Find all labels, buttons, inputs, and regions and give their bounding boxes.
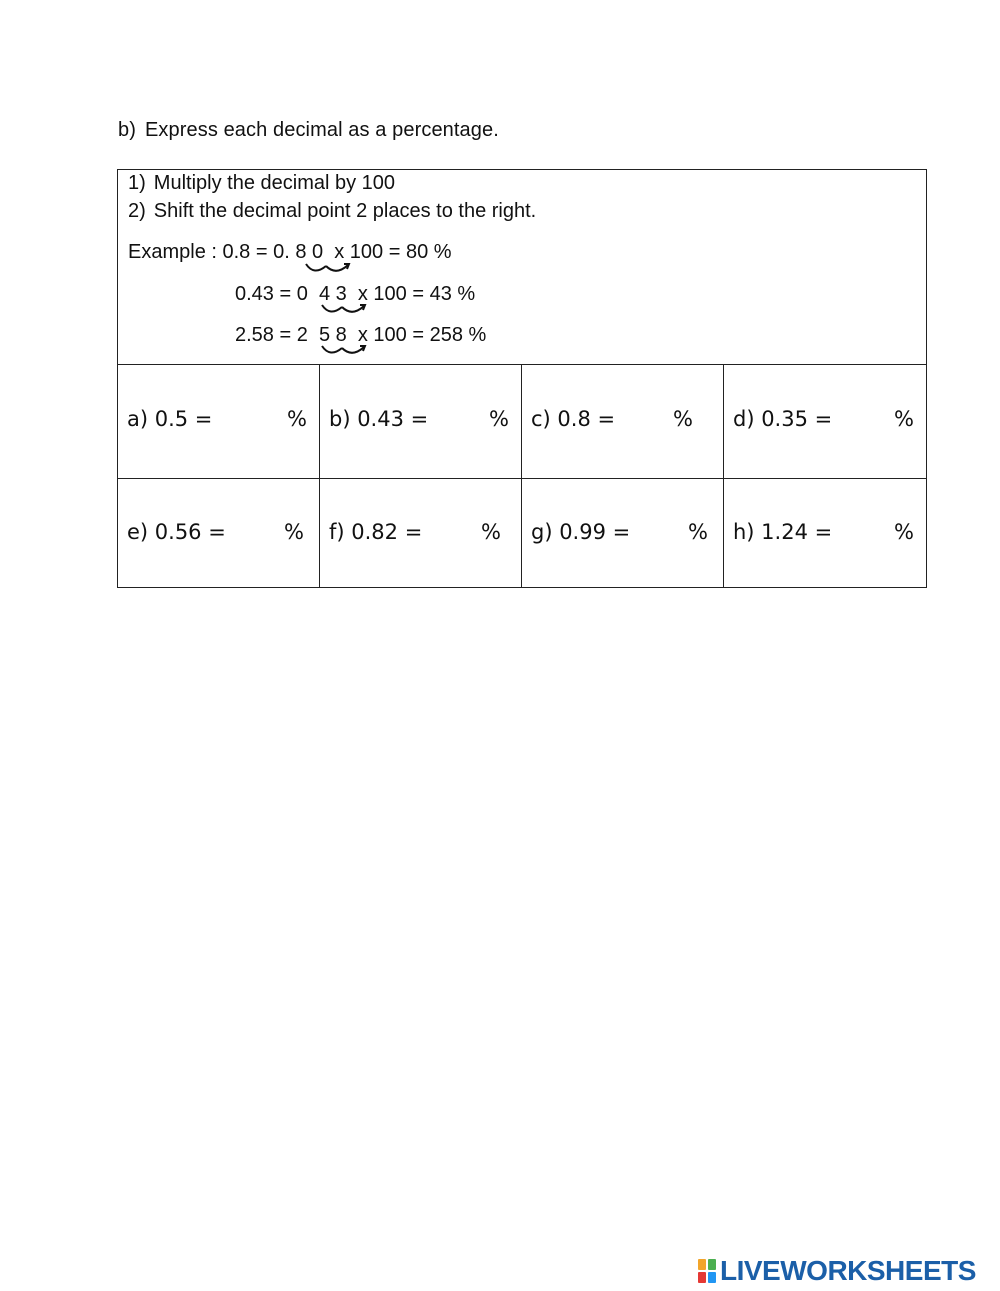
section-label: b) <box>118 119 136 141</box>
example-lhs: 2.58 = <box>235 324 297 346</box>
question-cell[interactable] <box>724 479 926 588</box>
question-label: a) 0.5 = <box>127 407 213 431</box>
worksheet-box <box>117 169 927 588</box>
logo-block <box>708 1259 716 1270</box>
decimal-shift-arrow-icon <box>304 262 356 276</box>
question-label: d) 0.35 = <box>733 407 833 431</box>
liveworksheets-logo[interactable] <box>698 1256 976 1286</box>
step-text: Multiply the decimal by 100 <box>153 172 396 194</box>
example-rhs: x 100 = 43 % <box>346 283 476 305</box>
decimal-shift-arrow-icon <box>320 303 372 317</box>
question-label: f) 0.82 = <box>329 520 423 544</box>
step-2 <box>128 200 536 223</box>
question-cell[interactable] <box>522 365 724 479</box>
question-cell[interactable] <box>118 365 320 479</box>
section-title: Express each decimal as a percentage. <box>144 119 499 141</box>
example-rhs: x 100 = 258 % <box>346 324 487 346</box>
percent-sign: % <box>894 520 914 544</box>
percent-sign: % <box>287 407 307 431</box>
step-number: 2) <box>128 200 146 222</box>
step-1 <box>128 172 395 195</box>
answer-grid <box>118 364 926 587</box>
example-prefix: Example : <box>128 241 223 263</box>
example-lhs: 0.8 = <box>222 241 274 263</box>
instructions-panel <box>118 170 926 364</box>
question-label: c) 0.8 = <box>531 407 616 431</box>
percent-sign: % <box>284 520 304 544</box>
logo-text: LIVEWORKSHEETS <box>720 1255 976 1286</box>
question-label: e) 0.56 = <box>127 520 226 544</box>
question-cell[interactable] <box>522 479 724 588</box>
section-heading <box>118 119 499 142</box>
question-label: h) 1.24 = <box>733 520 833 544</box>
example-moved-digits: 2 5 8 <box>296 324 347 346</box>
step-number: 1) <box>128 172 146 194</box>
question-cell[interactable] <box>320 365 522 479</box>
example-moved-digits: 0. 8 0 <box>273 241 324 263</box>
logo-block <box>698 1272 706 1283</box>
decimal-shift-arrow-icon <box>320 344 372 358</box>
logo-blocks-icon <box>698 1259 716 1283</box>
example-rhs: x 100 = 80 % <box>323 241 452 263</box>
question-cell[interactable] <box>724 365 926 479</box>
question-cell[interactable] <box>320 479 522 588</box>
question-label: g) 0.99 = <box>531 520 631 544</box>
question-cell[interactable] <box>118 479 320 588</box>
logo-block <box>698 1259 706 1270</box>
example-lhs: 0.43 = <box>235 283 297 305</box>
question-label: b) 0.43 = <box>329 407 429 431</box>
example-line-1 <box>128 241 452 264</box>
step-text: Shift the decimal point 2 places to the right. <box>153 200 537 222</box>
percent-sign: % <box>688 520 708 544</box>
example-moved-digits: 0 4 3 <box>296 283 347 305</box>
logo-block <box>708 1272 716 1283</box>
percent-sign: % <box>489 407 509 431</box>
percent-sign: % <box>894 407 914 431</box>
percent-sign: % <box>673 407 693 431</box>
percent-sign: % <box>481 520 501 544</box>
